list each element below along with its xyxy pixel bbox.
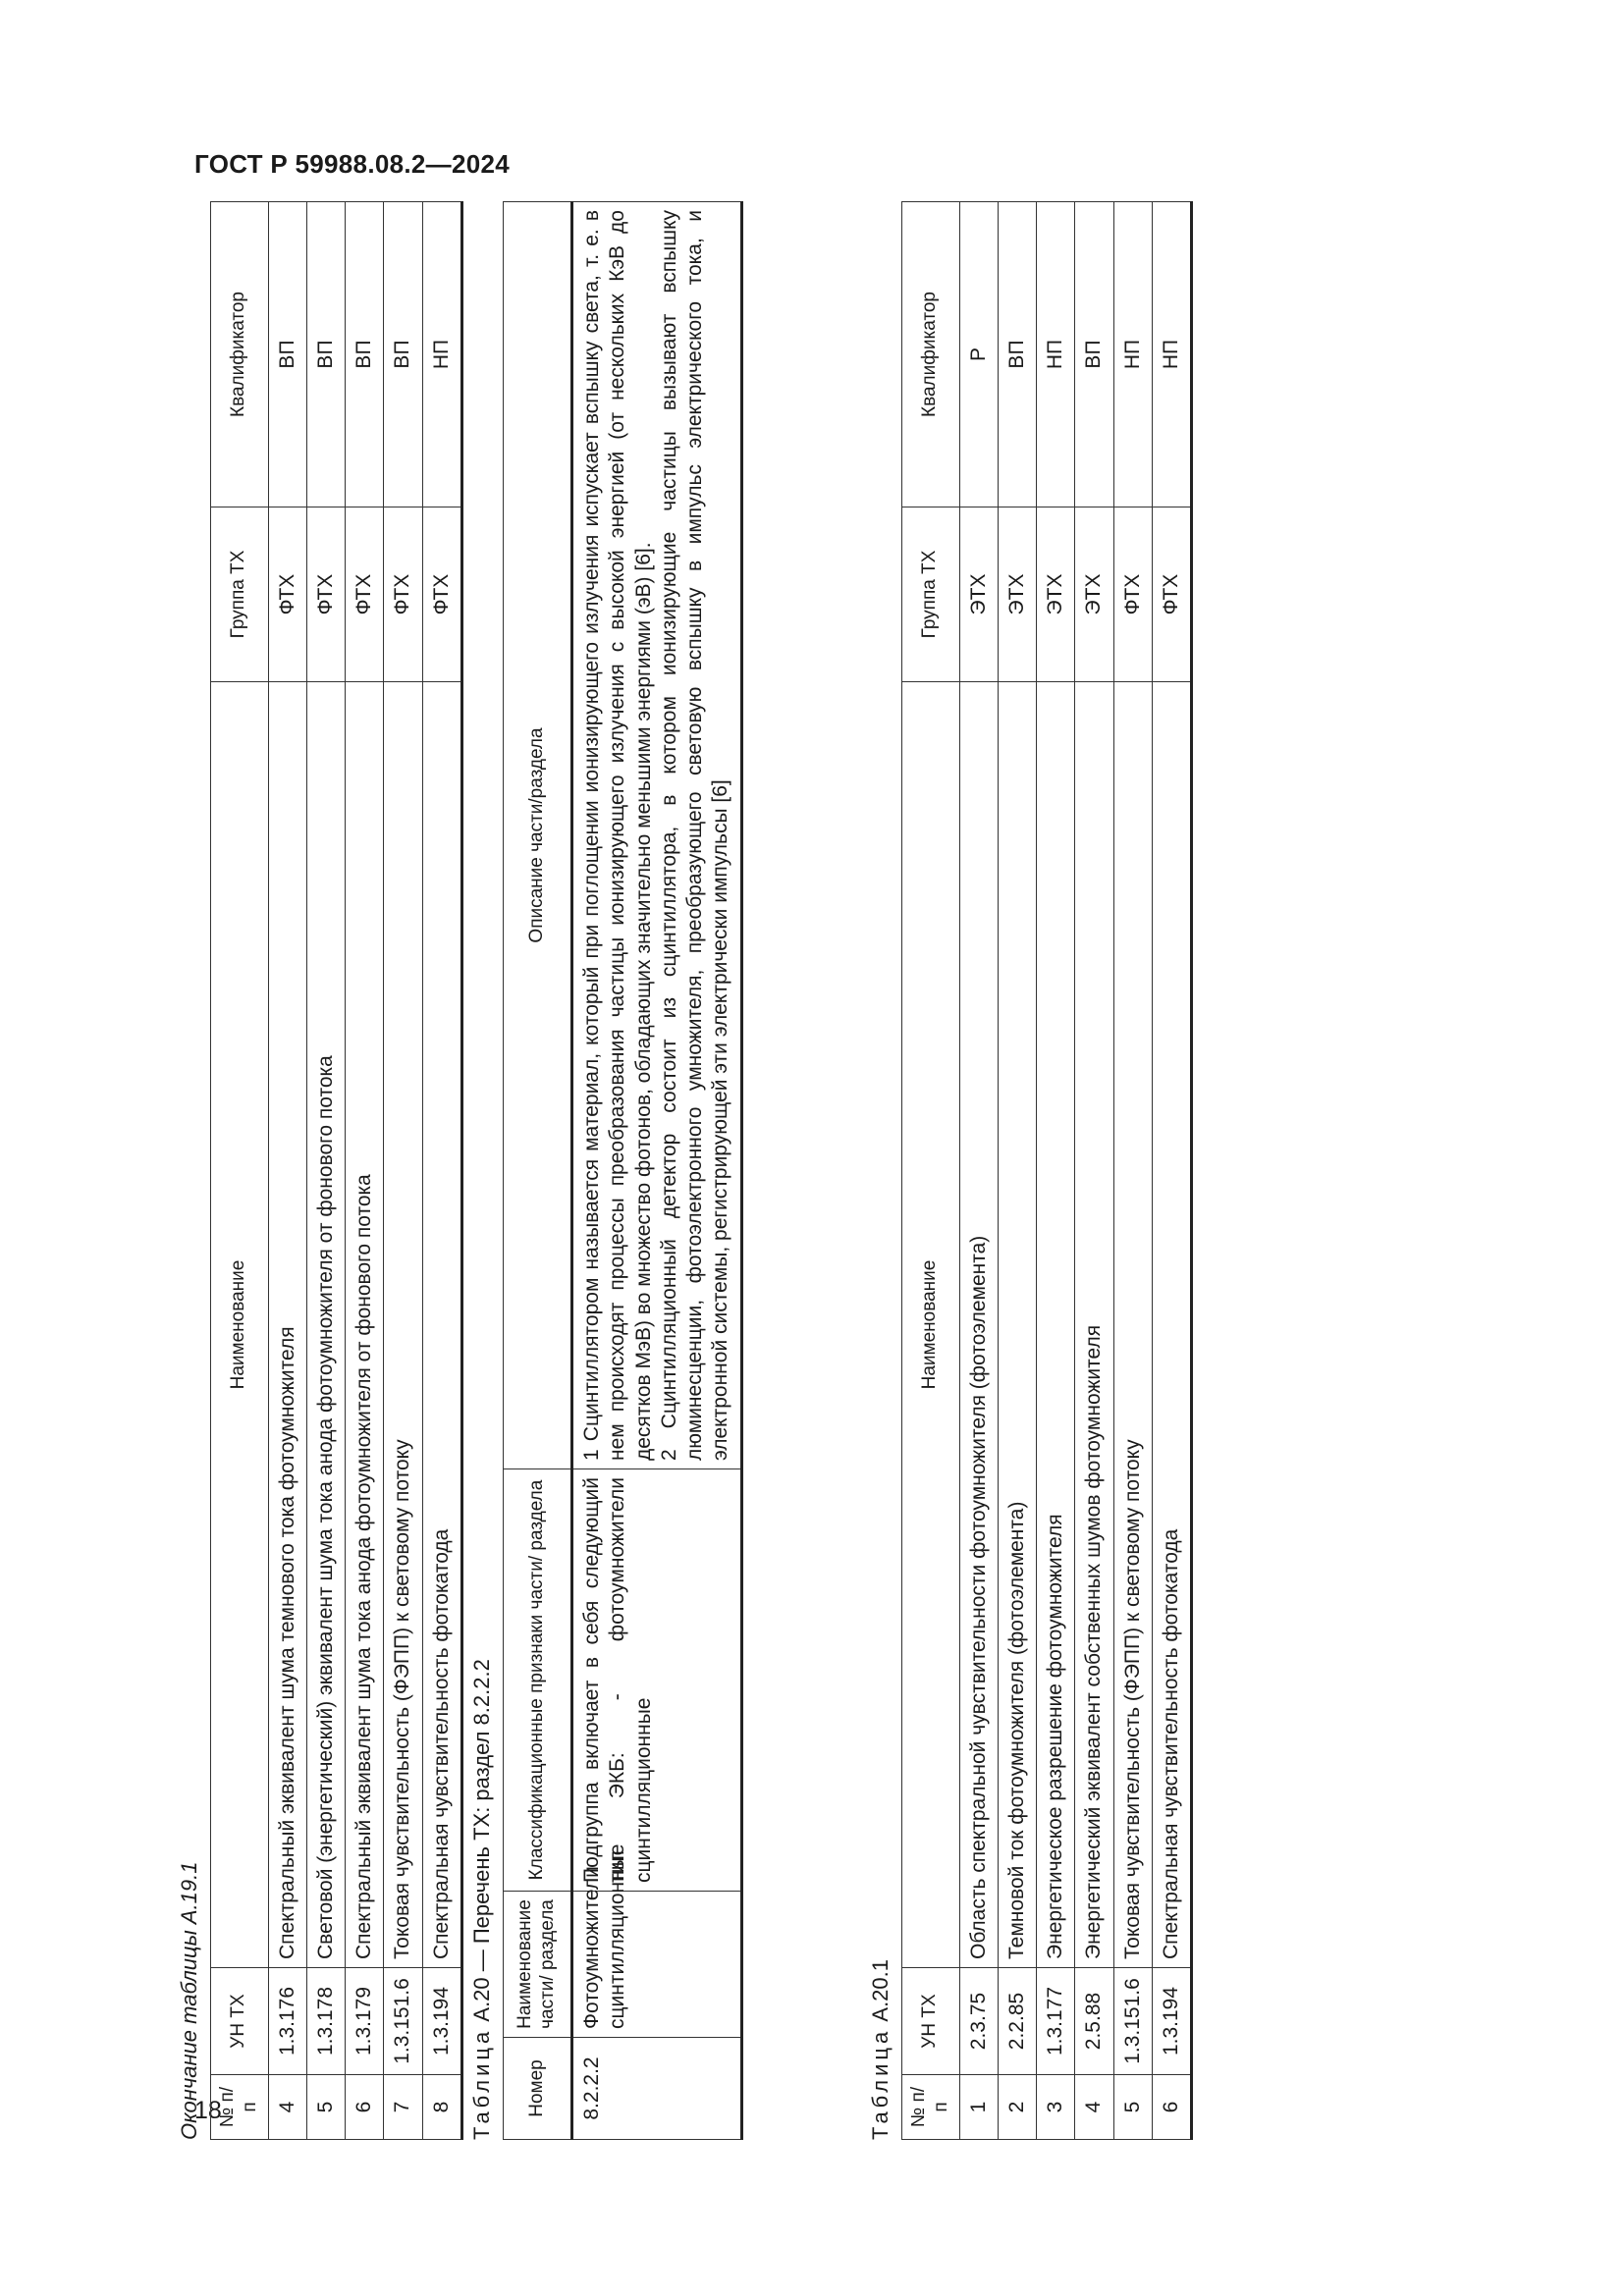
table-a20-header-name: Наименование части/ раздела (504, 1892, 572, 2038)
table-cell-num: 7 (384, 2075, 422, 2140)
table-cell-qualifier: ВП (268, 202, 306, 507)
table-a20-1-header-name: Наименование (902, 682, 960, 1968)
table-cell-group: ЭТХ (1075, 507, 1113, 682)
table-a20-cell-features: Подгруппа включает в себя следующий тип ЭКБ: - фотоумножители сцинтилляционные (572, 1469, 742, 1892)
table-a20-cell-name: Фотоумножители сцинтилляционные (572, 1892, 742, 2038)
table-cell-qualifier: ВП (346, 202, 384, 507)
table-a20-caption-text: А.20 — Перечень ТХ: раздел 8.2.2.2 (469, 1659, 494, 2022)
table-cell-qualifier: Р (959, 202, 998, 507)
table-a20-1-header-code: УН ТХ (902, 1968, 960, 2075)
table-cell-group: ФТХ (1113, 507, 1152, 682)
table-a20-header-number: Номер (504, 2038, 572, 2140)
table-a20-1-caption (868, 1959, 893, 2140)
table-cell-group: ФТХ (346, 507, 384, 682)
table-cell-code: 2.2.85 (998, 1968, 1036, 2075)
table-a20-1-header-group: Группа ТХ (902, 507, 960, 682)
table-cell-num: 8 (422, 2075, 461, 2140)
table-a20-1 (901, 201, 1193, 2140)
table-cell-name: Спектральная чувствительность фотокатода (422, 682, 461, 1968)
table-cell-name: Спектральный эквивалент шума тока анода фотоумножителя от фонового потока (346, 682, 384, 1968)
table-row (998, 202, 1036, 2140)
table-row (1113, 202, 1152, 2140)
table-cell-qualifier: ВП (1075, 202, 1113, 507)
table-cell-qualifier: НП (422, 202, 461, 507)
table-row (268, 202, 306, 2140)
table-cell-group: ФТХ (1152, 507, 1191, 682)
table-cell-num: 5 (306, 2075, 345, 2140)
table-a20-1-header-num: № п/п (902, 2075, 960, 2140)
table-cell-name: Темновой ток фотоумножителя (фотоэлемента) (998, 682, 1036, 1968)
table-a20-1-caption-prefix: Таблица (868, 2027, 893, 2140)
table-a20-1-header-qualifier: Квалификатор (902, 202, 960, 507)
table-cell-qualifier: ВП (384, 202, 422, 507)
table-cell-code: 1.3.178 (306, 1968, 345, 2075)
table-cell-code: 1.3.151.6 (384, 1968, 422, 2075)
table-cell-num: 6 (1152, 2075, 1191, 2140)
table-cell-qualifier: ВП (998, 202, 1036, 507)
description-paragraph-2: 2 Сцинтилляционный детектор состоит из сцинтиллятора, в котором ионизирующие частицы вызывают вспышку люминесценции, фотоэлектронного умножителя, преобразующего световую вспышку в импульс электрического тока, и электронной системы, регистрирующей эти электрически импульсы [6] (657, 210, 732, 1461)
table-cell-name: Спектральная чувствительность фотокатода (1152, 682, 1191, 1968)
table-cell-code: 2.5.88 (1075, 1968, 1113, 2075)
table-cell-name: Область спектральной чувствительности фотоумножителя (фотоэлемента) (959, 682, 998, 1968)
table-a20-header-features: Классификационные признаки части/ раздела (504, 1469, 572, 1892)
table-row (306, 202, 345, 2140)
table-cell-group: ФТХ (384, 507, 422, 682)
table-cell-name: Токовая чувствительность (ФЭПП) к световому потоку (384, 682, 422, 1968)
table-cell-code: 1.3.179 (346, 1968, 384, 2075)
table-row (422, 202, 461, 2140)
table-cell-name: Энергетический эквивалент собственных шумов фотоумножителя (1075, 682, 1113, 1968)
table-cell-code: 2.3.75 (959, 1968, 998, 2075)
table-cell-group: ФТХ (306, 507, 345, 682)
table-cell-num: 5 (1113, 2075, 1152, 2140)
table-cell-group: ЭТХ (959, 507, 998, 682)
table-a20-1-caption-text: А.20.1 (868, 1959, 893, 2022)
table-cell-code: 1.3.194 (1152, 1968, 1191, 2075)
table-cell-name: Токовая чувствительность (ФЭПП) к световому потоку (1113, 682, 1152, 1968)
table-a20-cell-description (572, 202, 742, 1469)
table-cell-qualifier: НП (1113, 202, 1152, 507)
table-a19-header-group: Группа ТХ (211, 507, 269, 682)
table-row (346, 202, 384, 2140)
table-a19-header-name: Наименование (211, 682, 269, 1968)
table-row (959, 202, 998, 2140)
table-cell-name: Спектральный эквивалент шума темнового тока фотоумножителя (268, 682, 306, 1968)
table-a20-cell-number: 8.2.2.2 (572, 2038, 742, 2140)
table-cell-code: 1.3.177 (1037, 1968, 1075, 2075)
table-cell-group: ФТХ (268, 507, 306, 682)
table-cell-qualifier: ВП (306, 202, 345, 507)
table-a19-caption: Окончание таблицы А.19.1 (177, 1861, 201, 2140)
table-cell-code: 1.3.151.6 (1113, 1968, 1152, 2075)
table-cell-name: Энергетическое разрешение фотоумножителя (1037, 682, 1075, 1968)
table-a20-header-description: Описание части/раздела (504, 202, 572, 1469)
table-cell-code: 1.3.176 (268, 1968, 306, 2075)
table-cell-num: 4 (268, 2075, 306, 2140)
table-cell-num: 3 (1037, 2075, 1075, 2140)
document-header: ГОСТ Р 59988.08.2—2024 (194, 149, 510, 179)
table-a19-header-num: № п/п (211, 2075, 269, 2140)
table-a19-header-qualifier: Квалификатор (211, 202, 269, 507)
table-a20 (503, 201, 743, 2140)
table-cell-num: 6 (346, 2075, 384, 2140)
table-row (1037, 202, 1075, 2140)
table-cell-group: ФТХ (422, 507, 461, 682)
table-cell-group: ЭТХ (1037, 507, 1075, 682)
table-cell-qualifier: НП (1037, 202, 1075, 507)
table-cell-code: 1.3.194 (422, 1968, 461, 2075)
table-cell-name: Световой (энергетический) эквивалент шума тока анода фотоумножителя от фонового потока (306, 682, 345, 1968)
table-cell-group: ЭТХ (998, 507, 1036, 682)
page-number: 18 (194, 2097, 222, 2124)
table-a19-header-code: УН ТХ (211, 1968, 269, 2075)
table-row (572, 202, 742, 2140)
table-cell-qualifier: НП (1152, 202, 1191, 507)
table-a20-caption-prefix: Таблица (469, 2027, 494, 2140)
table-row (384, 202, 422, 2140)
landscape-content (177, 202, 1349, 2140)
table-a19 (210, 201, 463, 2140)
table-cell-num: 2 (998, 2075, 1036, 2140)
table-cell-num: 4 (1075, 2075, 1113, 2140)
table-row (1075, 202, 1113, 2140)
description-paragraph-1: 1 Сцинтиллятором называется материал, который при поглощении ионизирующего излучения испускает вспышку света, т. е. в нем происходят процессы преобразования частицы ионизирующего излучения с высокой энергией (от нескольких КэВ до десятков МэВ) во множество фотонов, обладающих значительно меньшими энергиями (эВ) [6]. (580, 210, 655, 1461)
table-cell-num: 1 (959, 2075, 998, 2140)
table-row (1152, 202, 1191, 2140)
table-a20-caption (469, 1659, 495, 2140)
